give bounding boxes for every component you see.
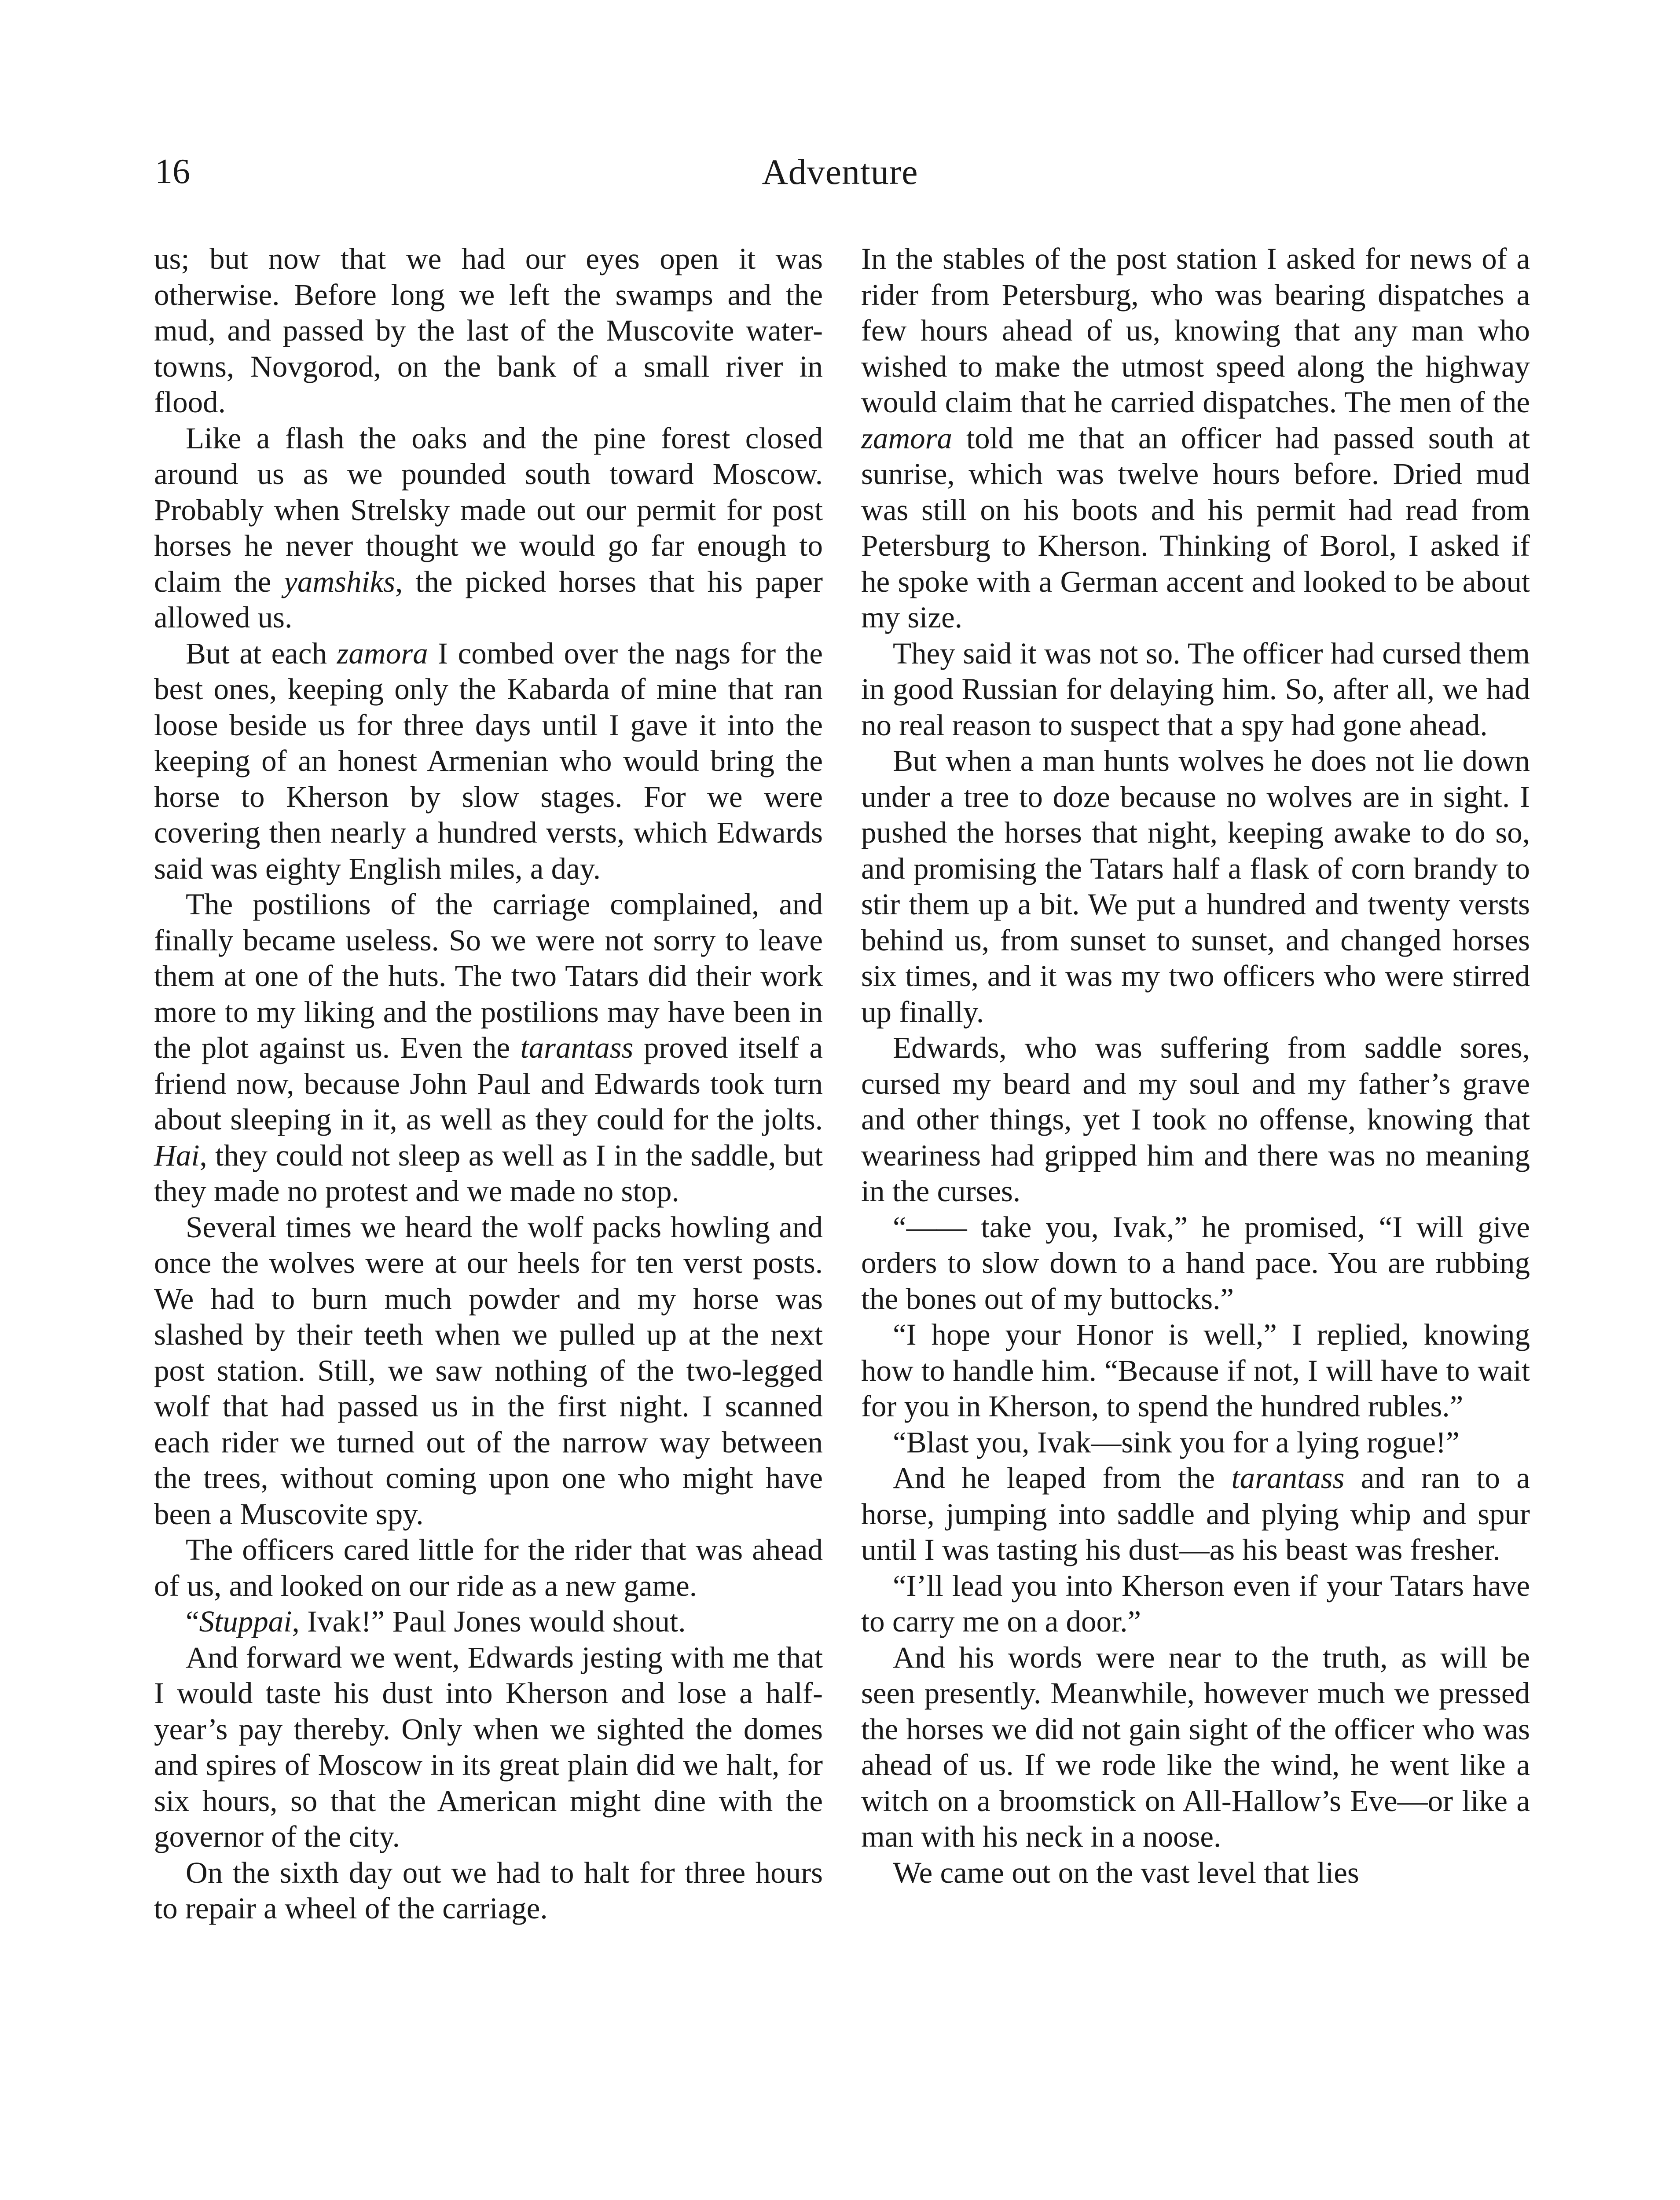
paragraph-text: But when a man hunts wolves he does not lie down under a tree to doze because no wolves are in sight. I pushed the horses that night, keeping awake to do so, and promising the Tatars half a flask of corn brandy to stir them up a bit. We put a hundred and twenty versts behind us, from sunset to sunset, and changed horses six times, and it was my two officers who were stirred up finally. bbox=[861, 744, 1530, 1029]
paragraph bbox=[861, 1210, 1530, 1317]
paragraph bbox=[154, 1210, 823, 1533]
paragraph-text: Edwards, who was suffering from saddle sores, cursed my beard and my soul and my father’s grave and other things, yet I took no offense, knowing that weariness had gripped him and there was no meaning in the curses. bbox=[861, 1031, 1530, 1208]
paragraph-text: told me that an officer had passed south at sunrise, which was twelve hours before. Dried mud was still on his boots and his permit had read from Petersburg to Kherson. Thinking of Borol, I asked if he spoke with a German accent and looked to be about my size. bbox=[861, 421, 1530, 634]
paragraph-text: And forward we went, Edwards jesting with me that I would taste his dust into Kherson and lose a half-year’s pay thereby. Only when we sighted the domes and spires of Moscow in its great plain did we halt, for six hours, so that the American might dine with the governor of the city. bbox=[154, 1640, 823, 1853]
paragraph-text: And he leaped from the bbox=[893, 1461, 1232, 1495]
running-title: Adventure bbox=[762, 152, 918, 192]
paragraph bbox=[861, 1030, 1530, 1210]
paragraph-text: They said it was not so. The officer had cursed them in good Russian for delaying him. So, after all, we had no real reason to suspect that a spy had gone ahead. bbox=[861, 636, 1530, 742]
italic-word: zamora bbox=[861, 421, 953, 455]
paragraph-text: The officers cared little for the rider that was ahead of us, and looked on our ride as a new game. bbox=[154, 1533, 823, 1602]
paragraph bbox=[861, 743, 1530, 1030]
paragraph bbox=[154, 636, 823, 887]
left-column bbox=[154, 241, 823, 1927]
paragraph-text: Like a flash the oaks and the pine forest closed around us as we pounded south toward Moscow. Probably when Strelsky made out our permit for post horses he never thought we would go far enough to claim the bbox=[154, 421, 823, 598]
italic-word: Hai bbox=[154, 1138, 200, 1172]
paragraph-text: But at each bbox=[186, 636, 337, 670]
paragraph-text: “I’ll lead you into Kherson even if your Tatars have to carry me on a door.” bbox=[861, 1569, 1530, 1638]
paragraph-text: Several times we heard the wolf packs howling and once the wolves were at our heels for ten verst posts. We had to burn much powder and my horse was slashed by their teeth when we pulled up at the next post station. Still, we saw nothing of the two-legged wolf that had passed us in the first night. I scanned each rider we turned out of the narrow way between the trees, without coming upon one who might have been a Muscovite spy. bbox=[154, 1210, 823, 1531]
paragraph-text: and ran to a horse, jumping into saddle and plying whip and spur until I was tasting his dust—as his beast was fresher. bbox=[861, 1461, 1530, 1566]
paragraph bbox=[861, 241, 1530, 636]
paragraph bbox=[154, 1640, 823, 1855]
paragraph bbox=[861, 1425, 1530, 1461]
paragraph-text: , Ivak!” Paul Jones would shout. bbox=[292, 1605, 686, 1638]
paragraph-text: I combed over the nags for the best ones, keeping only the Kabarda of mine that ran loose beside us for three days until I gave it into the keeping of an honest Armenian who would bring the horse to Kherson by slow stages. For we were covering then nearly a hundred versts, which Edwards said was eighty English miles, a day. bbox=[154, 636, 823, 885]
paragraph bbox=[154, 1604, 823, 1640]
paragraph-text: The postilions of the carriage complained, and finally became useless. So we were not sorry to leave them at one of the huts. The two Tatars did their work more to my liking and the postilions may have been in the plot against us. Even the bbox=[154, 887, 823, 1064]
paragraph-text: proved itself a friend now, because John Paul and Edwards took turn about sleeping in it, as well as they could for the jolts. bbox=[154, 1031, 823, 1136]
italic-word: tarantass bbox=[520, 1031, 634, 1064]
paragraph bbox=[154, 421, 823, 636]
paragraph-text: , the picked horses that his paper allowed us. bbox=[154, 565, 823, 634]
paragraph bbox=[861, 1568, 1530, 1640]
paragraph bbox=[861, 636, 1530, 744]
paragraph bbox=[154, 1855, 823, 1927]
paragraph-text: And his words were near to the truth, as will be seen presently. Meanwhile, however much we pressed the horses we did not gain sight of the officer who was ahead of us. If we rode like the wind, he went like a witch on a broomstick on All-Hallow’s Eve—or like a man with his neck in a noose. bbox=[861, 1640, 1530, 1853]
paragraph-text: “Blast you, Ivak—sink you for a lying rogue!” bbox=[893, 1425, 1460, 1459]
paragraph bbox=[861, 1460, 1530, 1568]
paragraph bbox=[154, 887, 823, 1210]
italic-word: tarantass bbox=[1231, 1461, 1345, 1495]
paragraph-text: , they could not sleep as well as I in the saddle, but they made no protest and we made no stop. bbox=[154, 1138, 823, 1208]
paragraph-text: In the stables of the post station I asked for news of a rider from Petersburg, who was bearing dispatches a few hours ahead of us, knowing that any man who wished to make the utmost speed along the highway would claim that he carried dispatches. The men of the bbox=[861, 242, 1530, 419]
paragraph bbox=[861, 1317, 1530, 1425]
paragraph-text: We came out on the vast level that lies bbox=[893, 1855, 1359, 1889]
paragraph-text: On the sixth day out we had to halt for three hours to repair a wheel of the carriage. bbox=[154, 1855, 823, 1925]
paragraph bbox=[861, 1640, 1530, 1855]
paragraph-text: us; but now that we had our eyes open it was otherwise. Before long we left the swamps and the mud, and passed by the last of the Muscovite water-towns, Novgorod, on the bank of a small river in flood. bbox=[154, 242, 823, 419]
paragraph bbox=[154, 241, 823, 421]
paragraph bbox=[861, 1855, 1530, 1891]
italic-word: zamora bbox=[337, 636, 428, 670]
page-number: 16 bbox=[155, 152, 190, 191]
right-column bbox=[861, 241, 1530, 1891]
italic-word: yamshiks bbox=[284, 565, 396, 598]
paragraph bbox=[154, 1532, 823, 1604]
italic-word: Stuppai bbox=[199, 1605, 292, 1638]
paragraph-text: “I hope your Honor is well,” I replied, knowing how to handle him. “Because if not, I will have to wait for you in Kherson, to spend the hundred rubles.” bbox=[861, 1318, 1530, 1423]
paragraph-text: “ bbox=[186, 1605, 199, 1638]
paragraph-text: “—— take you, Ivak,” he promised, “I will give orders to slow down to a hand pace. You are rubbing the bones out of my buttocks.” bbox=[861, 1210, 1530, 1316]
